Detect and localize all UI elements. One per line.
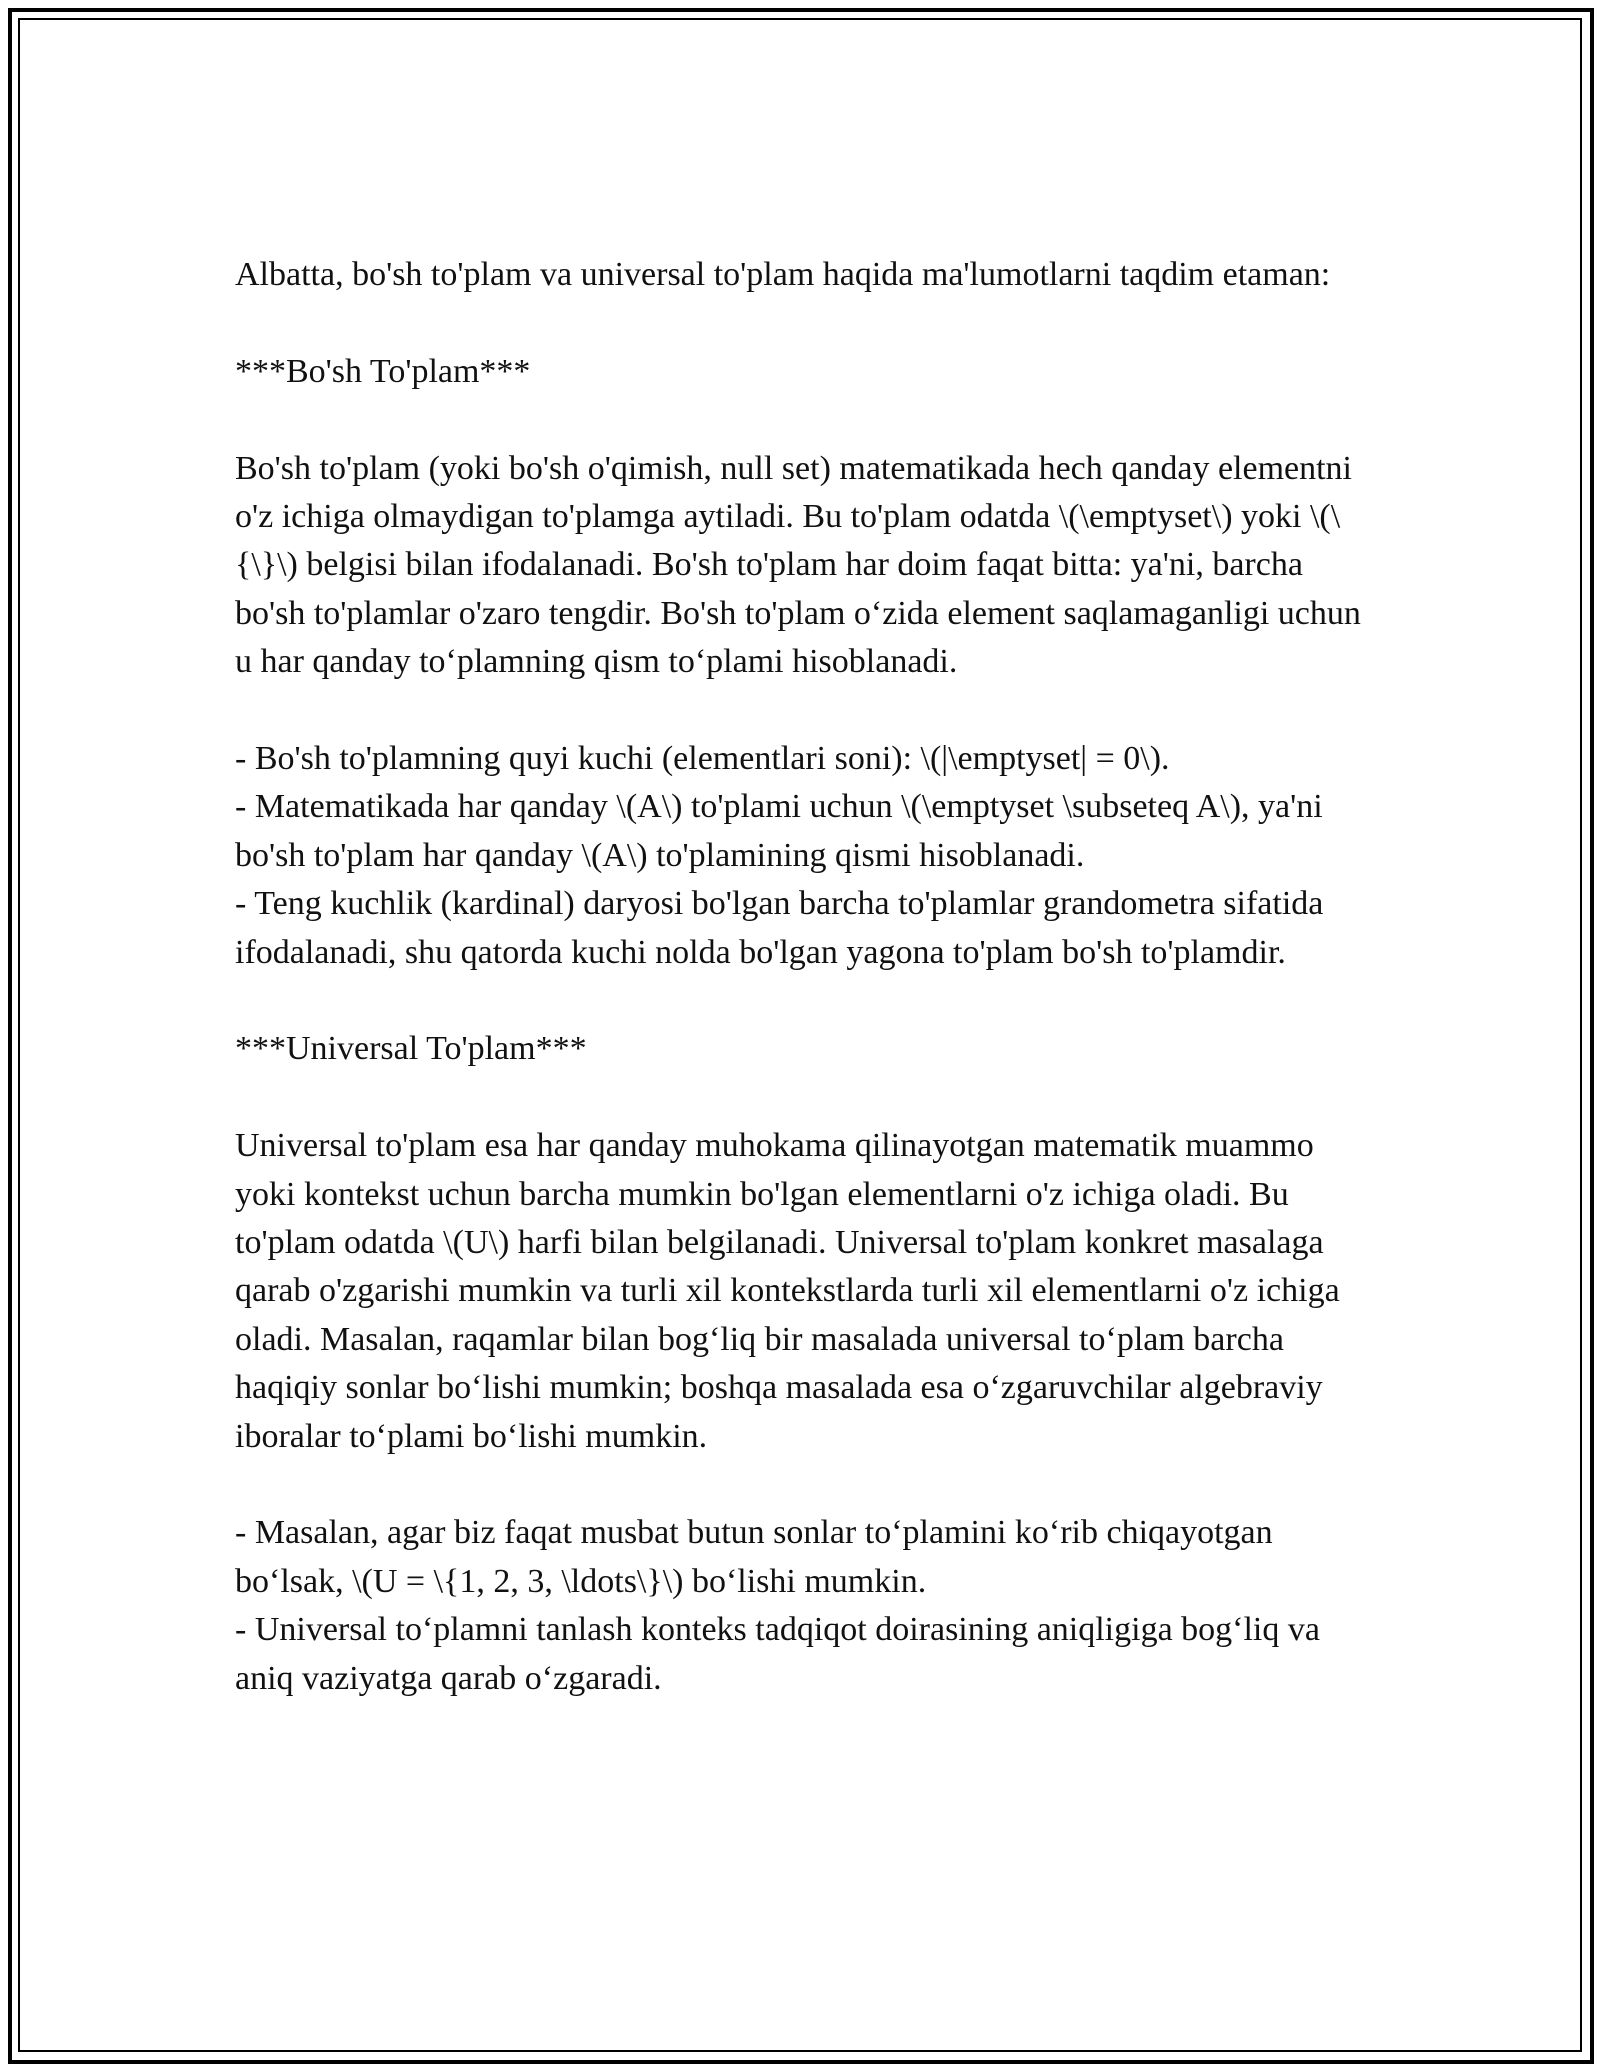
bullet-item: - Teng kuchlik (kardinal) daryosi bo'lgan barcha to'plamlar grandometra sifatida ifodalanadi, shu qatorda kuchi nolda bo'lgan yagona to'plam bo'sh to'plamdir. xyxy=(235,885,1324,971)
bullet-item: - Universal to‘plamni tanlash konteks tadqiqot doirasining aniqligiga bog‘liq va aniq vaziyatga qarab o‘zgaradi. xyxy=(235,1611,1320,1697)
empty-set-paragraph: Bo'sh to'plam (yoki bo'sh o'qimish, null set) matematikada hech qanday elementni o'z ichiga olmaydigan to'plamga aytiladi. Bu to'plam odatda \(\emptyset\) yoki \(\{\}\) belgisi bilan ifodalanadi. Bo'sh to'plam har doim faqat bitta: ya'ni, barcha bo'sh to'plamlar o'zaro tengdir. Bo'sh to'plam o‘zida element saqlamaganligi uchun u har qanday to‘plamning qism to‘plami hisoblanadi. xyxy=(235,449,1361,681)
universal-set-bullet-list xyxy=(235,1509,1375,1703)
bullet-item: - Bo'sh to'plamning quyi kuchi (elementlari soni): \(|\emptyset| = 0\). xyxy=(235,740,1170,778)
intro-paragraph: Albatta, bo'sh to'plam va universal to'plam haqida ma'lumotlarni taqdim etaman: xyxy=(235,256,1331,293)
document-body xyxy=(235,251,1375,1703)
bullet-item: - Matematikada har qanday \(A\) to'plami uchun \(\emptyset \subseteq A\), ya'ni bo'sh to'plam har qanday \(A\) to'plamining qismi hisoblanadi. xyxy=(235,788,1323,874)
empty-set-bullet-list xyxy=(235,735,1375,977)
bullet-item: - Masalan, agar biz faqat musbat butun sonlar to‘plamini ko‘rib chiqayotgan bo‘lsak, \(U = \{1, 2, 3, \ldots\}\) bo‘lishi mumkin. xyxy=(235,1514,1273,1600)
empty-set-heading: ***Bo'sh To'plam*** xyxy=(235,352,531,390)
universal-set-paragraph: Universal to'plam esa har qanday muhokama qilinayotgan matematik muammo yoki kontekst uchun barcha mumkin bo'lgan elementlarni o'z ichiga oladi. Bu to'plam odatda \(U\) harfi bilan belgilanadi. Universal to'plam konkret masalaga qarab o'zgarishi mumkin va turli xil kontekstlarda turli xil elementlarni o'z ichiga oladi. Masalan, raqamlar bilan bog‘liq bir masalada universal to‘plam barcha haqiqiy sonlar bo‘lishi mumkin; boshqa masalada esa o‘zgaruvchilar algebraviy iboralar to‘plami bo‘lishi mumkin. xyxy=(235,1127,1340,1455)
universal-set-heading: ***Universal To'plam*** xyxy=(235,1030,587,1068)
